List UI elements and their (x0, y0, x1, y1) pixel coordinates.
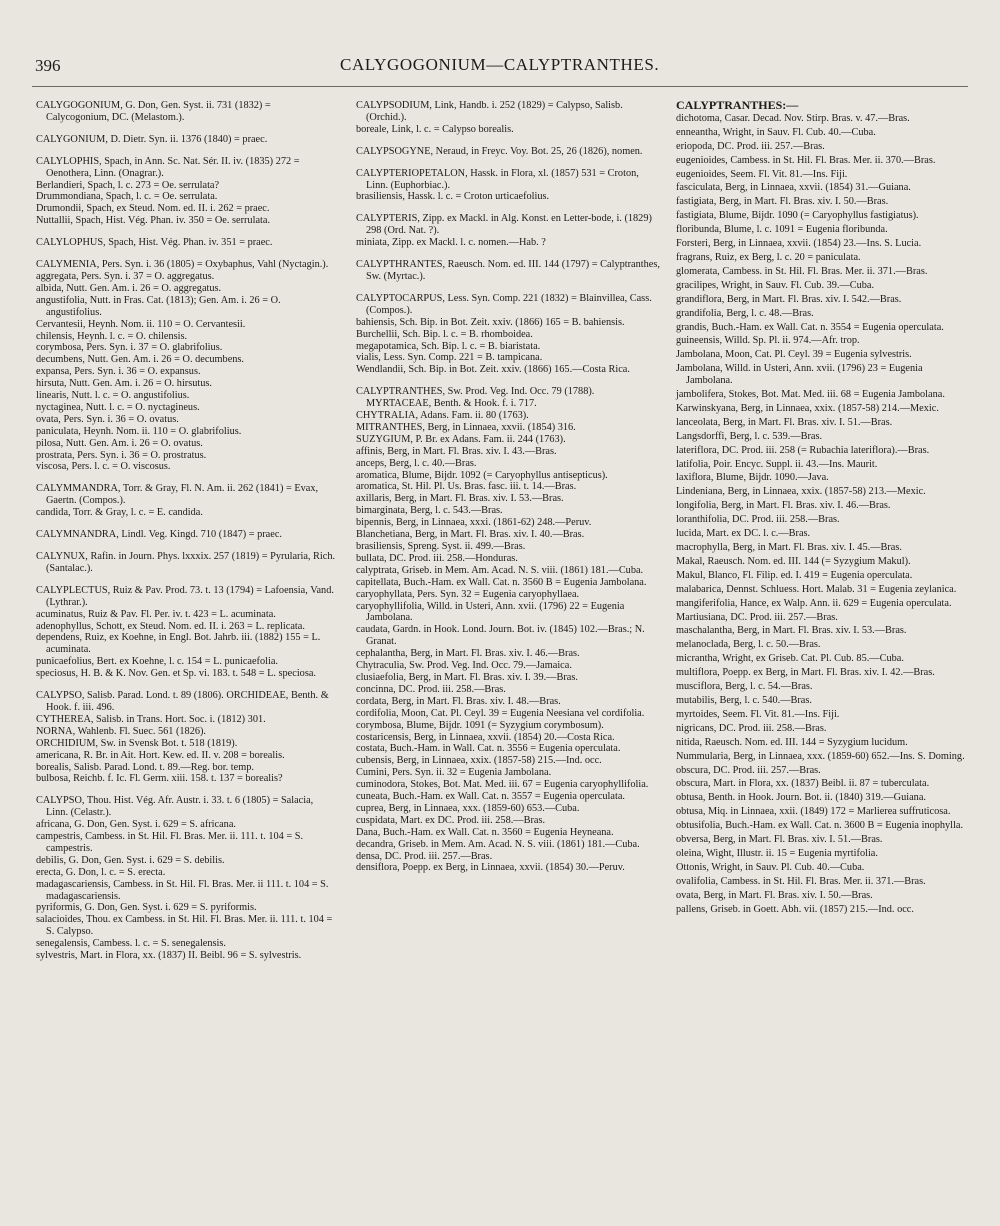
entry-line: bahiensis, Sch. Bip. in Bot. Zeit. xxiv. (1866) 165 = B. bahiensis. (356, 316, 625, 328)
entry-line: nigricans, DC. Prod. iii. 258.—Bras. (676, 722, 827, 734)
dictionary-entry (36, 585, 336, 680)
entry-line: caudata, Gardn. in Hook. Lond. Journ. Bot. iv. (1845) 102.—Bras.; N. Granat. (356, 624, 645, 648)
dictionary-entry (356, 259, 660, 283)
entry-line: eugenioides, Seem. Fl. Vit. 81.—Ins. Fiji. (676, 168, 848, 180)
entry-line: vialis, Less. Syn. Comp. 221 = B. tampicana. (356, 352, 543, 364)
entry-line: myrtoides, Seem. Fl. Vit. 81.—Ins. Fiji. (676, 708, 840, 720)
entry-line: dependens, Ruiz, ex Koehne, in Engl. Bot. Jahrb. iii. (1882) 155 = L. acuminata. (36, 632, 321, 656)
entry-line: CYTHEREA, Salisb. in Trans. Hort. Soc. i. (1812) 301. (36, 713, 266, 725)
entry-line: hirsuta, Nutt. Gen. Am. i. 26 = O. hirsutus. (36, 378, 212, 390)
entry-line: cordifolia, Moon, Cat. Pl. Ceyl. 39 = Eugenia Neesiana vel cordifolia. (356, 707, 645, 719)
entry-line: capitellata, Buch.-Ham. ex Wall. Cat. n. 3560 B = Eugenia Jambolana. (356, 576, 647, 588)
page-number: 396 (35, 56, 61, 75)
entry-line: CHYTRALIA, Adans. Fam. ii. 80 (1763). (356, 410, 529, 422)
entry-line: musciflora, Berg, l. c. 54.—Bras. (676, 681, 813, 693)
entry-line: costata, Buch.-Ham. in Wall. Cat. n. 3556 = Eugenia operculata. (356, 743, 621, 755)
dictionary-entry (36, 795, 336, 962)
entry-line: lateriflora, DC. Prod. iii. 258 (= Rubachia lateriflora).—Bras. (676, 444, 930, 456)
entry-line: candida, Torr. & Gray, l. c. = E. candida. (36, 507, 203, 519)
entry-line: Wendlandii, Sch. Bip. in Bot. Zeit. xxiv. (1866) 165.—Costa Rica. (356, 364, 630, 376)
entry-line: Makal, Raeusch. Nom. ed. III. 144 (= Syzygium Makul). (676, 555, 911, 567)
entry-line: maschalantha, Berg, in Mart. Fl. Bras. xiv. I. 53.—Bras. (676, 625, 907, 637)
entry-heading: CALYPSO, Salisb. Parad. Lond. t. 89 (1806). ORCHIDEAE, Benth. & Hook. f. iii. 496. (36, 690, 329, 713)
entry-heading: CALYMENIA, Pers. Syn. i. 36 (1805) = Oxybaphus, Vahl (Nyctagin.). (36, 259, 329, 271)
entry-heading: CALYNUX, Rafin. in Journ. Phys. lxxxix. 257 (1819) = Pyrularia, Rich. (Santalac.). (36, 551, 336, 574)
entry-line: Ottonis, Wright, in Sauv. Pl. Cub. 40.—Cuba. (676, 861, 865, 873)
entry-line: SUZYGIUM, P. Br. ex Adans. Fam. ii. 244 (1763). (356, 433, 566, 445)
entry-line: multiflora, Poepp. ex Berg, in Mart. Fl. Bras. xiv. I. 42.—Bras. (676, 667, 935, 679)
entry-line: Lindeniana, Berg, in Linnaea, xxix. (1857-58) 213.—Mexic. (676, 486, 926, 498)
entry-line: malabarica, Dennst. Schluess. Hort. Malab. 31 = Eugenia zeylanica. (676, 583, 957, 595)
entry-line: acuminatus, Ruiz & Pav. Fl. Per. iv. t. 423 = L. acuminata. (36, 608, 276, 620)
dictionary-entry (36, 100, 336, 124)
continued-heading: CALYPTRANTHES:— (676, 98, 799, 112)
entry-line: Forsteri, Berg, in Linnaea, xxvii. (1854) 23.—Ins. S. Lucia. (676, 238, 922, 250)
entry-heading: CALYPTERIOPETALON, Hassk. in Flora, xl. (1857) 531 = Croton, Linn. (Euphorbiac.). (356, 167, 639, 191)
entry-line: ovata, Berg, in Mart. Fl. Bras. xiv. I. 50.—Bras. (676, 889, 873, 901)
entry-line: Karwinskyana, Berg, in Linnaea, xxix. (1857-58) 214.—Mexic. (676, 402, 939, 414)
entry-line: salacioides, Thou. ex Cambess. in St. Hil. Fl. Bras. Mer. ii. 111. t. 104 = S. Calypso. (36, 914, 333, 938)
entry-line: miniata, Zipp. ex Mackl. l. c. nomen.—Hab. ? (356, 237, 546, 249)
entry-line: concinna, DC. Prod. iii. 258.—Bras. (356, 683, 506, 695)
entry-line: obtusa, Miq. in Linnaea, xxii. (1849) 172 = Marlierea suffruticosa. (676, 806, 951, 818)
dictionary-entry (356, 386, 660, 874)
entry-heading: CALYGONIUM, D. Dietr. Syn. ii. 1376 (1840) = praec. (36, 133, 268, 145)
entry-line: speciosus, H. B. & K. Nov. Gen. et Sp. vi. 183. t. 548 = L. speciosa. (36, 668, 316, 680)
entry-line: MITRANTHES, Berg, in Linnaea, xxvii. (1854) 316. (356, 421, 576, 433)
entry-line: cuneata, Buch.-Ham. ex Wall. Cat. n. 3557 = Eugenia operculata. (356, 791, 625, 803)
entry-line: ovalifolia, Cambess. in St. Hil. Fl. Bras. Mer. ii. 371.—Bras. (676, 875, 926, 887)
entry-line: caryophyllata, Pers. Syn. 32 = Eugenia caryophyllaea. (356, 588, 580, 600)
entry-line: fragrans, Ruiz, ex Berg, l. c. 20 = paniculata. (676, 251, 861, 263)
dictionary-entry (36, 551, 336, 575)
entry-line: brasiliensis, Spreng. Syst. ii. 499.—Bras. (356, 541, 526, 552)
dictionary-entry (356, 293, 660, 376)
entry-line: oleina, Wight, Illustr. ii. 15 = Eugenia myrtifolia. (676, 847, 878, 859)
entry-line: Cumini, Pers. Syn. ii. 32 = Eugenia Jambolana. (356, 767, 552, 779)
entry-line: Nuttallii, Spach, Hist. Vég. Phan. iv. 350 = Oe. serrulata. (36, 215, 271, 227)
entry-line: debilis, G. Don, Gen. Syst. i. 629 = S. debilis. (36, 854, 225, 866)
entry-heading: CALYLOPHIS, Spach, in Ann. Sc. Nat. Sér. II. iv. (1835) 272 = Oenothera, Linn. (Onagrar.). (36, 155, 300, 179)
dictionary-entry (356, 168, 660, 204)
entry-line: corymbosa, Pers. Syn. i. 37 = O. glabrifolius. (36, 342, 223, 354)
entry-heading: CALYPSO, Thou. Hist. Vég. Afr. Austr. i. 33. t. 6 (1805) = Salacia, Linn. (Celastr.). (36, 795, 314, 819)
entry-line: corymbosa, Blume, Bijdr. 1091 (= Syzygium corymbosum). (356, 719, 604, 731)
entry-line: glomerata, Cambess. in St. Hil. Fl. Bras. Mer. ii. 371.—Bras. (676, 265, 928, 277)
entry-line: pilosa, Nutt. Gen. Am. i. 26 = O. ovatus. (36, 437, 203, 449)
entry-line: caryophyllifolia, Willd. in Usteri, Ann. xvii. (1796) 22 = Eugenia Jambolana. (356, 600, 625, 624)
entry-line: decandra, Griseb. in Mem. Am. Acad. N. S. viii. (1861) 181.—Cuba. (356, 838, 640, 850)
dictionary-entry (36, 259, 336, 473)
entry-line: gracilipes, Wright, in Sauv. Fl. Cub. 39.—Cuba. (676, 279, 875, 291)
dictionary-entry (356, 213, 660, 249)
entry-line: brasiliensis, Hassk. l. c. = Croton urticaefolius. (356, 191, 550, 203)
entry-heading: CALYMNANDRA, Lindl. Veg. Kingd. 710 (1847) = praec. (36, 529, 282, 541)
entry-line: obversa, Berg, in Mart. Fl. Bras. xiv. I. 51.—Bras. (676, 834, 883, 846)
entry-line: calyptrata, Griseb. in Mem. Am. Acad. N. S. viii. (1861) 181.—Cuba. (356, 564, 644, 576)
entry-line: viscosa, Pers. l. c. = O. viscosus. (36, 461, 171, 473)
entry-line: guineensis, Willd. Sp. Pl. ii. 974.—Afr. trop. (676, 335, 860, 347)
entry-heading: CALYPSODIUM, Link, Handb. i. 252 (1829) = Calypso, Salisb. (Orchid.). (356, 100, 623, 123)
entry-line: expansa, Pers. Syn. i. 36 = O. expansus. (36, 366, 201, 378)
entry-line: densa, DC. Prod. iii. 257.—Bras. (356, 850, 493, 862)
entry-line: aromatica, St. Hil. Pl. Us. Bras. fasc. iii. t. 14.—Bras. (356, 481, 577, 493)
entry-line: punicaefolius, Bert. ex Koehne, l. c. 154 = L. punicaefolia. (36, 656, 278, 668)
dictionary-entry (36, 483, 336, 519)
entry-line: angustifolia, Nutt. in Fras. Cat. (1813); Gen. Am. i. 26 = O. angustifolius. (36, 294, 281, 318)
entry-line: obscura, DC. Prod. iii. 257.—Bras. (676, 764, 821, 776)
dictionary-entry (36, 529, 336, 541)
entry-line: cephalantha, Berg, in Mart. Fl. Bras. xiv. I. 46.—Bras. (356, 648, 580, 660)
entry-line: cubensis, Berg, in Linnaea, xxix. (1857-58) 215.—Ind. occ. (356, 755, 602, 767)
entry-line: cuspidata, Mart. ex DC. Prod. iii. 258.—Bras. (356, 814, 546, 826)
entry-heading: CALYLOPHUS, Spach, Hist. Vég. Phan. iv. 351 = praec. (36, 237, 273, 249)
column-right (676, 100, 968, 917)
entry-line: ovata, Pers. Syn. i. 36 = O. ovatus. (36, 413, 179, 425)
entry-line: dichotoma, Casar. Decad. Nov. Stirp. Bras. v. 47.—Bras. (676, 112, 910, 124)
entry-line: fasciculata, Berg, in Linnaea, xxvii. (1854) 31.—Guiana. (676, 182, 911, 194)
entry-line: affinis, Berg, in Mart. Fl. Bras. xiv. I. 43.—Bras. (356, 445, 557, 457)
entry-heading: CALYGOGONIUM, G. Don, Gen. Syst. ii. 731 (1832) = Calycogonium, DC. (Melastom.). (36, 100, 271, 123)
entry-line: pyriformis, G. Don, Gen. Syst. i. 629 = S. pyriformis. (36, 902, 257, 914)
entry-line: albida, Nutt. Gen. Am. i. 26 = O. aggregatus. (36, 282, 222, 294)
dictionary-entry (356, 100, 660, 136)
entry-line: chilensis, Heynh. l. c. = O. chilensis. (36, 330, 188, 342)
running-title: CALYGOGONIUM—CALYPTRANTHES. (340, 55, 660, 74)
entry-line: lucida, Mart. ex DC. l. c.—Bras. (676, 528, 811, 540)
entry-line: fastigiata, Blume, Bijdr. 1090 (= Caryophyllus fastigiatus). (676, 210, 919, 222)
entry-line: enneantha, Wright, in Sauv. Fl. Cub. 40.—Cuba. (676, 126, 876, 138)
entry-line: anceps, Berg, l. c. 40.—Bras. (356, 457, 477, 469)
entry-heading: CALYPLECTUS, Ruiz & Pav. Prod. 73. t. 13 (1794) = Lafoensia, Vand. (Lythrar.). (36, 584, 334, 608)
entry-line: boreale, Link, l. c. = Calypso borealis. (356, 123, 514, 135)
entry-line: americana, R. Br. in Ait. Hort. Kew. ed. II. v. 208 = borealis. (36, 749, 285, 761)
entry-line: Dana, Buch.-Ham. ex Wall. Cat. n. 3560 = Eugenia Heyneana. (356, 826, 614, 838)
entry-line: nyctaginea, Nutt. l. c. = O. nyctagineus. (36, 401, 200, 413)
entry-line: megapotamica, Sch. Bip. l. c. = B. biaristata. (356, 340, 541, 352)
entry-heading: CALYPTERIS, Zipp. ex Mackl. in Alg. Konst. en Letter-bode, i. (1829) 298 (Ord. Nat. ?). (356, 213, 652, 237)
entry-line: Makul, Blanco, Fl. Filip. ed. I. 419 = Eugenia operculata. (676, 569, 913, 581)
entry-line: NORNA, Wahlenb. Fl. Suec. 561 (1826). (36, 725, 207, 737)
entry-heading: CALYPSOGYNE, Neraud, in Freyc. Voy. Bot. 25, 26 (1826), nomen. (356, 145, 643, 157)
continued-entry-list (676, 113, 968, 916)
entry-line: grandifolia, Berg, l. c. 48.—Bras. (676, 307, 814, 319)
entry-line: eriopoda, DC. Prod. iii. 257.—Bras. (676, 140, 825, 152)
entry-line: obscura, Mart. in Flora, xx. (1837) Beibl. ii. 87 = tuberculata. (676, 778, 930, 790)
entry-line: floribunda, Blume, l. c. 1091 = Eugenia floribunda. (676, 224, 888, 236)
entry-line: grandiflora, Berg, in Mart. Fl. Bras. xiv. I. 542.—Bras. (676, 293, 902, 305)
entry-line: Martiusiana, DC. Prod. iii. 257.—Bras. (676, 611, 838, 623)
entry-line: densiflora, Poepp. ex Berg, in Linnaea, xxvii. (1854) 30.—Peruv. (356, 862, 625, 874)
entry-line: Cervantesii, Heynh. Nom. ii. 110 = O. Cervantesii. (36, 318, 246, 330)
entry-heading: CALYPTOCARPUS, Less. Syn. Comp. 221 (1832) = Blainvillea, Cass. (Compos.). (356, 292, 652, 316)
entry-line: africana, G. Don, Gen. Syst. i. 629 = S. africana. (36, 819, 236, 831)
entry-line: paniculata, Heynh. Nom. ii. 110 = O. glabrifolius. (36, 425, 242, 437)
entry-line: mutabilis, Berg, l. c. 540.—Bras. (676, 694, 812, 706)
entry-heading: CALYPTRANTHES, Sw. Prod. Veg. Ind. Occ. 79 (1788). MYRTACEAE, Benth. & Hook. f. i. 717. (356, 386, 595, 410)
dictionary-entry (36, 237, 336, 249)
entry-line: lanceolata, Berg, in Mart. Fl. Bras. xiv. I. 51.—Bras. (676, 416, 893, 428)
entry-line: clusiaefolia, Berg, in Mart. Fl. Bras. xiv. I. 39.—Bras. (356, 671, 578, 683)
entry-line: aggregata, Pers. Syn. i. 37 = O. aggregatus. (36, 270, 215, 282)
entry-line: Drumondii, Spach, ex Steud. Nom. ed. II. i. 262 = praec. (36, 203, 270, 215)
entry-line: adenophyllus, Schott, ex Steud. Nom. ed. II. i. 263 = L. replicata. (36, 620, 305, 632)
entry-line: obtusifolia, Buch.-Ham. ex Wall. Cat. n. 3600 B = Eugenia inophylla. (676, 820, 964, 832)
entry-line: Blanchetiana, Berg, in Mart. Fl. Bras. xiv. I. 40.—Bras. (356, 529, 585, 541)
entry-heading: CALYPTHRANTES, Raeusch. Nom. ed. III. 144 (1797) = Calyptranthes, Sw. (Myrtac.). (356, 259, 660, 282)
entry-line: Jambolana, Willd. in Usteri, Ann. xvii. (1796) 23 = Eugenia Jambolana. (676, 363, 923, 387)
entry-line: macrophylla, Berg, in Mart. Fl. Bras. xiv. I. 45.—Bras. (676, 542, 902, 553)
entry-line: obtusa, Benth. in Hook. Journ. Bot. ii. (1840) 319.—Guiana. (676, 792, 926, 804)
entry-line: Langsdorffi, Berg, l. c. 539.—Bras. (676, 430, 823, 442)
entry-line: longifolia, Berg, in Mart. Fl. Bras. xiv. I. 46.—Bras. (676, 500, 891, 512)
entry-heading: CALYMMANDRA, Torr. & Gray, Fl. N. Am. ii. 262 (1841) = Evax, Gaertn. (Compos.). (36, 483, 319, 507)
entry-line: cuprea, Berg, in Linnaea, xxx. (1859-60) 653.—Cuba. (356, 802, 580, 814)
entry-line: bulbosa, Reichb. f. Ic. Fl. Germ. xiii. 158. t. 137 = borealis? (36, 773, 283, 785)
dictionary-entry (356, 146, 660, 158)
entry-line: bipennis, Berg, in Linnaea, xxxi. (1861-62) 248.—Peruv. (356, 517, 592, 529)
entry-line: cordata, Berg, in Mart. Fl. Bras. xiv. I. 48.—Bras. (356, 695, 561, 707)
entry-line: borealis, Salisb. Parad. Lond. t. 89.—Reg. bor. temp. (36, 761, 254, 773)
entry-line: aromatica, Blume, Bijdr. 1092 (= Caryophyllus antisepticus). (356, 469, 608, 481)
entry-line: cuminodora, Stokes, Bot. Mat. Med. iii. 67 = Eugenia caryophyllifolia. (356, 779, 649, 791)
entry-line: nitida, Raeusch. Nom. ed. III. 144 = Syzygium lucidum. (676, 736, 908, 748)
entry-line: Jambolana, Moon, Cat. Pl. Ceyl. 39 = Eugenia sylvestris. (676, 349, 912, 361)
entry-line: loranthifolia, DC. Prod. iii. 258.—Bras. (676, 514, 840, 526)
entry-line: pallens, Griseb. in Goett. Abh. vii. (1857) 215.—Ind. occ. (676, 903, 914, 915)
entry-line: senegalensis, Cambess. l. c. = S. senegalensis. (36, 938, 226, 950)
entry-line: madagascariensis, Cambess. in St. Hil. Fl. Bras. Mer. ii 111. t. 104 = S. madagascariensis. (36, 878, 329, 902)
entry-line: micrantha, Wright, ex Griseb. Cat. Pl. Cub. 85.—Cuba. (676, 653, 904, 665)
entry-line: Berlandieri, Spach, l. c. 273 = Oe. serrulata? (36, 179, 220, 191)
entry-line: laxiflora, Blume, Bijdr. 1090.—Java. (676, 472, 829, 484)
entry-line: erecta, G. Don, l. c. = S. erecta. (36, 866, 166, 878)
entry-line: melanoclada, Berg, l. c. 50.—Bras. (676, 639, 821, 651)
entry-line: Nummularia, Berg, in Linnaea, xxx. (1859-60) 652.—Ins. S. Doming. (676, 750, 965, 762)
entry-line: Drummondiana, Spach, l. c. = Oe. serrulata. (36, 191, 218, 203)
column-middle (356, 100, 660, 884)
entry-line: bullata, DC. Prod. iii. 258.—Honduras. (356, 552, 518, 564)
entry-line: latifolia, Poir. Encyc. Suppl. ii. 43.—Ins. Maurit. (676, 458, 878, 470)
header-rule (32, 86, 968, 87)
entry-line: mangiferifolia, Hance, ex Walp. Ann. ii. 629 = Eugenia operculata. (676, 597, 952, 609)
dictionary-entry (36, 156, 336, 227)
entry-line: fastigiata, Berg, in Mart. Fl. Bras. xiv. I. 50.—Bras. (676, 196, 889, 208)
column-left (36, 100, 336, 972)
entry-line: sylvestris, Mart. in Flora, xx. (1837) II. Beibl. 96 = S. sylvestris. (36, 950, 302, 962)
entry-line: Burchellii, Sch. Bip. l. c. = B. rhomboidea. (356, 328, 533, 340)
entry-line: costaricensis, Berg, in Linnaea, xxvii. (1854) 20.—Costa Rica. (356, 731, 615, 743)
entry-line: axillaris, Berg, in Mart. Fl. Bras. xiv. I. 53.—Bras. (356, 493, 564, 505)
entry-line: campestris, Cambess. in St. Hil. Fl. Bras. Mer. ii. 111. t. 104 = S. campestris. (36, 831, 304, 854)
entry-line: linearis, Nutt. l. c. = O. angustifolius. (36, 390, 190, 402)
entry-line: jambolifera, Stokes, Bot. Mat. Med. iii. 68 = Eugenia Jambolana. (676, 389, 945, 401)
dictionary-entry (36, 134, 336, 146)
entry-line: decumbens, Nutt. Gen. Am. i. 26 = O. decumbens. (36, 354, 244, 366)
entry-line: Chytraculia, Sw. Prod. Veg. Ind. Occ. 79.—Jamaica. (356, 660, 572, 672)
dictionary-entry (36, 690, 336, 785)
entry-line: bimarginata, Berg, l. c. 543.—Bras. (356, 505, 503, 517)
entry-line: eugenioides, Cambess. in St. Hil. Fl. Bras. Mer. ii. 370.—Bras. (676, 154, 936, 166)
entry-line: grandis, Buch.-Ham. ex Wall. Cat. n. 3554 = Eugenia operculata. (676, 321, 944, 333)
entry-line: prostrata, Pers. Syn. i. 36 = O. prostratus. (36, 449, 207, 461)
entry-line: ORCHIDIUM, Sw. in Svensk Bot. t. 518 (1819). (36, 737, 238, 749)
